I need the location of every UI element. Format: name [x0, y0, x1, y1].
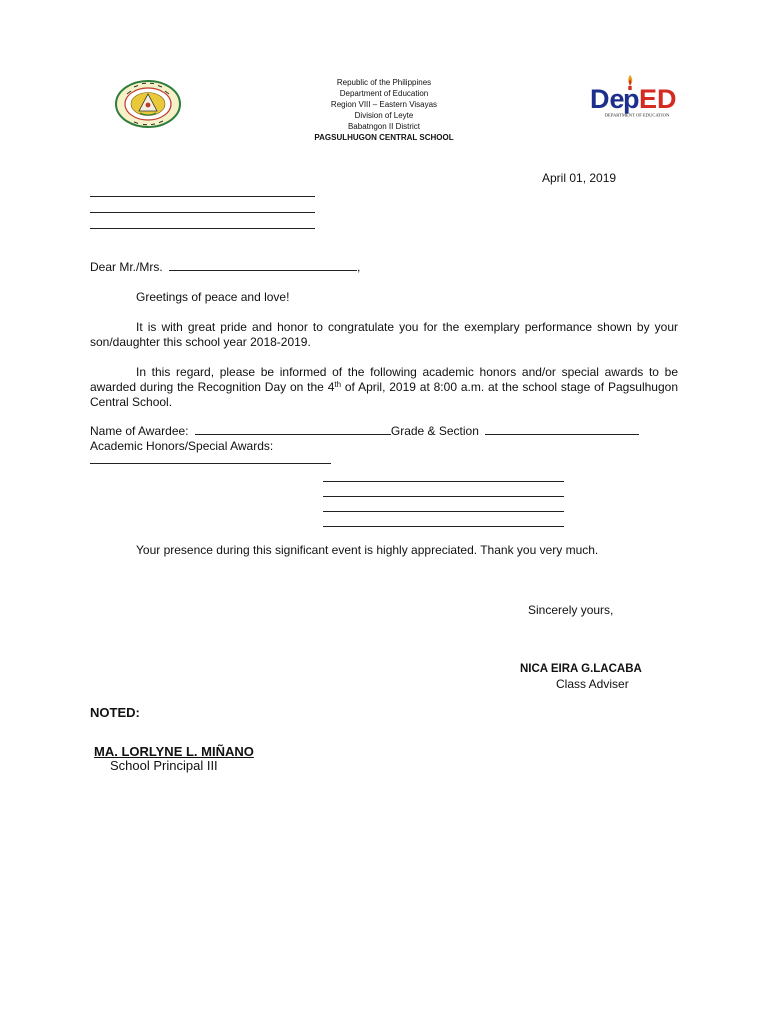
- parent-name-blank[interactable]: [169, 260, 357, 271]
- principal-title: School Principal III: [110, 758, 218, 773]
- closing-paragraph: Your presence during this significant event is highly appreciated. Thank you very much.: [136, 543, 599, 557]
- header-school-name: PAGSULHUGON CENTRAL SCHOOL: [314, 133, 454, 142]
- svg-text:p: p: [623, 84, 640, 114]
- recognition-text-after: of April, 2019 at 8:00 a.m. at the school stage of Pagsulhugon Central School.: [90, 380, 679, 409]
- deped-wordmark: [590, 84, 677, 114]
- award-blank-1[interactable]: [90, 463, 331, 464]
- congratulations-text: It is with great pride and honor to congratulate you for the exemplary performance shown by your son/daughter this school year 2018-2019.: [90, 320, 678, 349]
- header-line-department: Department of Education: [339, 89, 429, 98]
- letter-date: April 01, 2019: [542, 171, 617, 185]
- grade-section-blank[interactable]: [485, 424, 639, 435]
- division-of-leyte-seal-icon: [114, 80, 182, 128]
- recognition-day-paragraph: [90, 365, 678, 410]
- principal-name: MA. LORLYNE L. MIÑANO: [94, 744, 254, 759]
- greeting-line: Greetings of peace and love!: [136, 290, 290, 304]
- svg-text:ED: ED: [639, 84, 677, 114]
- award-blank-5[interactable]: [323, 526, 564, 527]
- awardee-row: [90, 424, 639, 439]
- recipient-address-line-2[interactable]: [90, 212, 315, 213]
- class-adviser-title: Class Adviser: [556, 677, 629, 691]
- letterhead-text: [284, 77, 484, 143]
- ordinal-suffix: th: [334, 380, 342, 389]
- award-blank-4[interactable]: [323, 511, 564, 512]
- grade-section-label: Grade & Section: [390, 424, 479, 438]
- header-line-division: Division of Leyte: [354, 111, 414, 120]
- class-adviser-name: NICA EIRA G.LACABA: [520, 663, 642, 675]
- deped-tagline: DEPARTMENT OF EDUCATION: [604, 112, 670, 118]
- award-blank-2[interactable]: [323, 481, 564, 482]
- valediction: Sincerely yours,: [528, 603, 614, 617]
- header-line-republic: Republic of the Philippines: [336, 78, 432, 87]
- congratulations-paragraph: [90, 320, 678, 350]
- awardee-name-blank[interactable]: [195, 424, 391, 435]
- awardee-name-label: Name of Awardee:: [90, 424, 189, 438]
- award-blank-3[interactable]: [323, 496, 564, 497]
- salutation: [90, 260, 360, 275]
- salutation-comma: ,: [357, 260, 361, 274]
- svg-text:De: De: [590, 84, 625, 114]
- awards-label: Academic Honors/Special Awards:: [90, 439, 274, 453]
- recipient-address-line-1[interactable]: [90, 196, 315, 197]
- noted-label: NOTED:: [90, 705, 140, 720]
- deped-logo: [588, 70, 684, 120]
- header-line-district: Babatngon II District: [347, 122, 421, 131]
- recipient-address-line-3[interactable]: [90, 228, 315, 229]
- header-line-region: Region VIII – Eastern Visayas: [330, 100, 438, 109]
- salutation-prefix: Dear Mr./Mrs.: [90, 260, 163, 274]
- recognition-text-before: In this regard, please be informed of the following academic honors and/or special awards to be awarded during the Recognition Day on the 4: [90, 365, 678, 394]
